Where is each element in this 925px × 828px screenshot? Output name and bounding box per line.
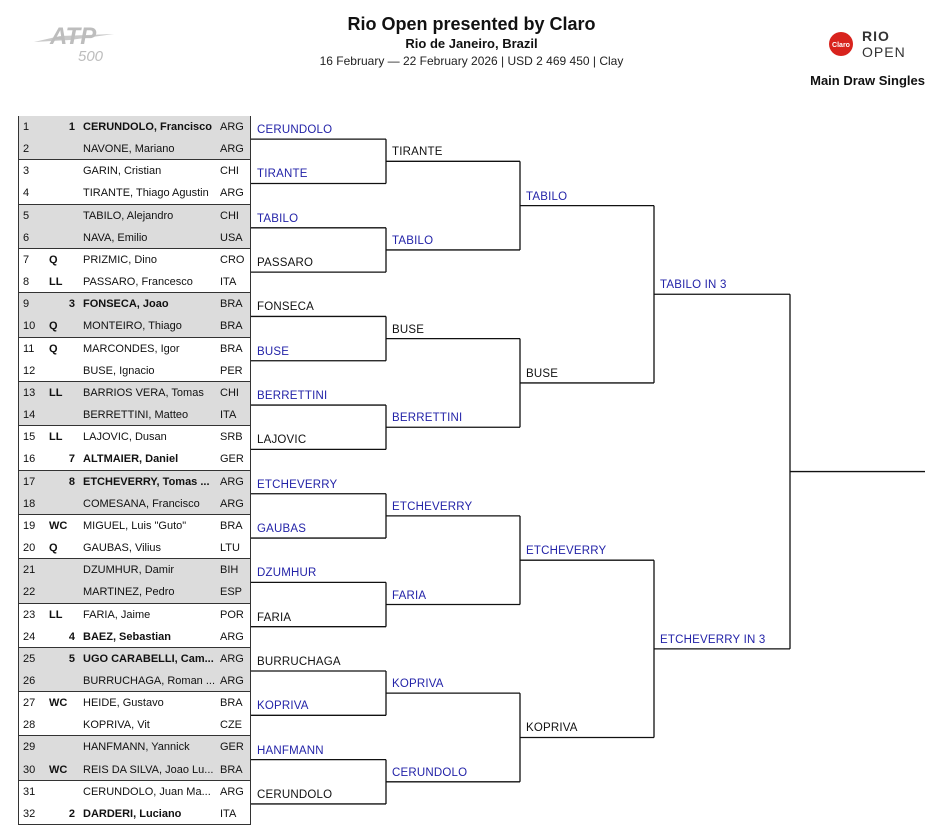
player-name: REIS DA SILVA, Joao Lu... — [83, 763, 214, 776]
player-name: BERRETTINI, Matteo — [83, 409, 189, 422]
player-country: ARG — [220, 187, 244, 200]
draw-position: 15 — [23, 431, 36, 444]
entry-type: LL — [49, 386, 63, 399]
match-winner-label[interactable]: TIRANTE — [257, 168, 308, 181]
match-winner-label[interactable]: HANFMANN — [257, 744, 324, 757]
draw-position: 24 — [23, 630, 36, 643]
player-name: NAVONE, Mariano — [83, 143, 175, 156]
draw-position: 1 — [23, 121, 30, 133]
draw-position: 5 — [23, 209, 30, 222]
match-winner-label[interactable]: BERRETTINI — [392, 412, 463, 425]
player-name: LAJOVIC, Dusan — [83, 431, 167, 444]
player-country: ARG — [220, 475, 244, 488]
match-winner-label[interactable]: BUSE — [392, 323, 425, 336]
player-country: GER — [220, 741, 244, 754]
player-country: CHI — [220, 165, 239, 178]
match-winner-label[interactable]: FARIA — [257, 611, 292, 624]
seed-number: 4 — [68, 630, 75, 643]
match-winner-label[interactable]: TIRANTE — [392, 146, 443, 159]
rio-logo-text: RIO — [862, 28, 890, 44]
match-winner-label[interactable]: LAJOVIC — [257, 434, 307, 447]
entry-type: LL — [49, 276, 63, 289]
player-country: ESP — [220, 586, 243, 599]
match-winner-label[interactable]: BUSE — [526, 367, 559, 380]
player-country: SRB — [220, 431, 243, 444]
player-country: LTU — [220, 542, 240, 555]
match-winner-label[interactable]: ETCHEVERRY IN 3 — [660, 633, 766, 646]
draw-position: 3 — [23, 165, 30, 178]
player-country: ITA — [220, 807, 237, 820]
draw-position: 9 — [23, 298, 30, 311]
tournament-details: 16 February — 22 February 2026 | USD 2 469 450 | Clay — [319, 54, 624, 68]
player-name: DZUMHUR, Damir — [83, 564, 175, 577]
player-country: ARG — [220, 785, 244, 798]
draw-position: 12 — [23, 364, 36, 377]
player-name: HANFMANN, Yannick — [83, 741, 190, 754]
draw-position: 16 — [23, 453, 36, 466]
player-country: BRA — [220, 320, 243, 333]
draw-position: 23 — [23, 608, 36, 621]
player-name: ETCHEVERRY, Tomas ... — [83, 475, 210, 488]
player-country: ITA — [220, 409, 237, 422]
draw-position: 8 — [23, 276, 30, 289]
match-winner-label[interactable]: KOPRIVA — [526, 722, 578, 735]
player-country: BRA — [220, 763, 243, 776]
player-name: TIRANTE, Thiago Agustin — [83, 187, 209, 200]
player-country: USA — [220, 231, 243, 244]
player-name: NAVA, Emilio — [83, 231, 148, 244]
player-country: CHI — [220, 386, 239, 399]
tournament-location: Rio de Janeiro, Brazil — [405, 36, 538, 51]
draw-position: 18 — [23, 497, 36, 510]
player-name: BARRIOS VERA, Tomas — [83, 386, 204, 399]
draw-position: 32 — [23, 807, 36, 820]
player-name: PRIZMIC, Dino — [83, 253, 157, 266]
player-country: CHI — [220, 209, 239, 222]
player-country: BIH — [220, 564, 239, 577]
match-winner-label[interactable]: BUSE — [257, 345, 290, 358]
match-winner-label[interactable]: TABILO — [257, 212, 299, 225]
player-name: MARCONDES, Igor — [83, 342, 180, 355]
seed-number: 5 — [68, 652, 75, 665]
match-winner-label[interactable]: BERRETTINI — [257, 390, 328, 403]
player-name: FONSECA, Joao — [83, 298, 169, 311]
draw-position: 29 — [23, 741, 36, 754]
player-country: ARG — [220, 630, 244, 643]
draw-position: 30 — [23, 763, 36, 776]
player-country: CRO — [220, 253, 245, 266]
player-name: KOPRIVA, Vit — [83, 719, 150, 732]
open-logo-text: OPEN — [862, 44, 906, 60]
player-name: BAEZ, Sebastian — [83, 630, 172, 643]
player-name: MONTEIRO, Thiago — [83, 320, 182, 333]
player-country: ITA — [220, 276, 237, 289]
player-name: TABILO, Alejandro — [83, 209, 174, 222]
match-winner-label[interactable]: FONSECA — [257, 301, 314, 314]
draw-position: 7 — [23, 253, 30, 266]
entry-type: Q — [49, 253, 58, 266]
match-winner-label[interactable]: KOPRIVA — [392, 678, 444, 691]
match-winner-label[interactable]: DZUMHUR — [257, 567, 317, 580]
seed-number: 8 — [68, 475, 75, 488]
match-winner-label[interactable]: TABILO IN 3 — [660, 279, 727, 292]
player-country: ARG — [220, 121, 244, 133]
entry-type: WC — [49, 519, 68, 532]
match-winner-label[interactable]: GAUBAS — [257, 523, 307, 536]
match-winner-label[interactable]: FARIA — [392, 589, 427, 602]
match-winner-label[interactable]: ETCHEVERRY — [257, 478, 338, 491]
atp-logo-text: ATP — [50, 23, 97, 50]
player-name: GAUBAS, Vilius — [83, 542, 162, 555]
draw-position: 25 — [23, 652, 36, 665]
entry-type: Q — [49, 342, 58, 355]
match-winner-label[interactable]: CERUNDOLO — [257, 788, 333, 801]
draw-position: 14 — [23, 409, 36, 422]
entry-type: WC — [49, 763, 68, 776]
player-country: ARG — [220, 674, 244, 687]
draw-position: 21 — [23, 564, 36, 577]
seed-number: 3 — [68, 298, 75, 311]
player-country: PER — [220, 364, 243, 377]
seed-number: 2 — [68, 807, 75, 820]
draw-position: 11 — [23, 342, 35, 355]
draw-position: 4 — [23, 187, 30, 200]
draw-position: 17 — [23, 475, 36, 488]
player-country: BRA — [220, 298, 243, 311]
player-name: BUSE, Ignacio — [83, 364, 155, 377]
draw-position: 19 — [23, 519, 36, 532]
player-name: DARDERI, Luciano — [83, 807, 182, 820]
draw-position: 27 — [23, 697, 36, 710]
entry-type: Q — [49, 542, 58, 555]
match-winner-label[interactable]: TABILO — [526, 190, 568, 203]
player-country: POR — [220, 608, 244, 621]
match-winner-label[interactable]: BURRUCHAGA — [257, 656, 341, 668]
match-winner-label[interactable]: ETCHEVERRY — [392, 500, 473, 513]
player-country: ARG — [220, 652, 244, 665]
player-name: HEIDE, Gustavo — [83, 697, 164, 710]
draw-position: 31 — [23, 785, 36, 798]
match-winner-label[interactable]: ETCHEVERRY — [526, 545, 607, 558]
match-winner-label[interactable]: CERUNDOLO — [257, 124, 333, 137]
player-country: BRA — [220, 519, 243, 532]
player-country: BRA — [220, 697, 243, 710]
player-country: ARG — [220, 497, 244, 510]
player-name: PASSARO, Francesco — [83, 276, 193, 289]
draw-position: 20 — [23, 542, 36, 555]
entry-type: LL — [49, 608, 63, 621]
match-winner-label[interactable]: PASSARO — [257, 257, 314, 270]
player-name: MIGUEL, Luis "Guto" — [83, 519, 187, 532]
match-winner-label[interactable]: KOPRIVA — [257, 700, 309, 713]
player-name: UGO CARABELLI, Cam... — [83, 652, 214, 665]
player-name: FARIA, Jaime — [83, 608, 151, 621]
match-winner-label[interactable]: CERUNDOLO — [392, 766, 468, 779]
player-country: BRA — [220, 342, 243, 355]
draw-position: 22 — [23, 586, 36, 599]
draw-position: 6 — [23, 231, 30, 244]
draw-position: 26 — [23, 674, 36, 687]
entry-type: WC — [49, 697, 68, 710]
atp-logo-tier: 500 — [78, 48, 104, 64]
draw-position: 10 — [23, 320, 36, 333]
claro-logo-text: Claro — [832, 42, 850, 49]
tournament-title: Rio Open presented by Claro — [347, 14, 596, 34]
player-name: CERUNDOLO, Francisco — [83, 121, 212, 133]
player-country: GER — [220, 453, 244, 466]
entry-type: LL — [49, 431, 63, 444]
seed-number: 1 — [68, 121, 75, 133]
entry-type: Q — [49, 320, 58, 333]
draw-type-label: Main Draw Singles — [810, 73, 925, 88]
match-winner-label[interactable]: TABILO — [392, 234, 434, 247]
draw-position: 2 — [23, 143, 30, 156]
player-name: MARTINEZ, Pedro — [83, 586, 175, 599]
player-name: CERUNDOLO, Juan Ma... — [83, 785, 211, 798]
player-country: CZE — [220, 719, 242, 732]
player-name: ALTMAIER, Daniel — [83, 453, 179, 466]
player-name: COMESANA, Francisco — [83, 497, 200, 510]
player-name: GARIN, Cristian — [83, 165, 162, 178]
draw-position: 13 — [23, 386, 36, 399]
draw-position: 28 — [23, 719, 36, 732]
player-name: BURRUCHAGA, Roman ... — [83, 674, 216, 687]
player-country: ARG — [220, 143, 244, 156]
seed-number: 7 — [68, 453, 75, 466]
